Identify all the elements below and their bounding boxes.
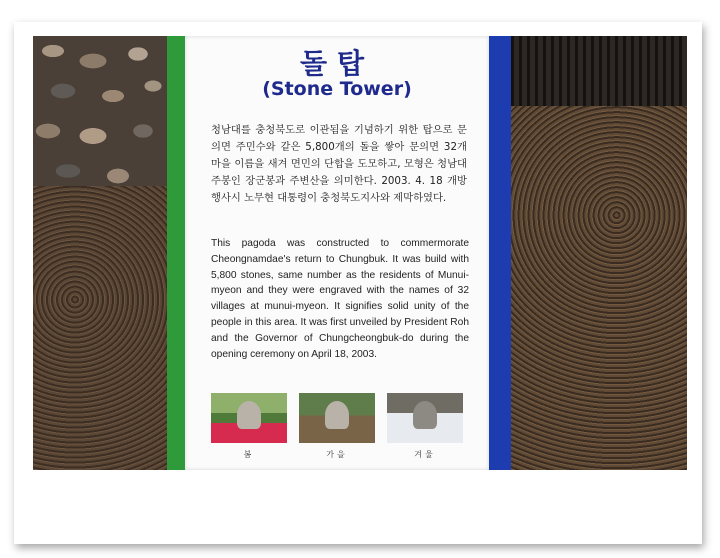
info-sign [185,36,489,470]
hedge-right [511,106,687,470]
thumbnail-winter [387,393,463,443]
thumbnail-caption: 봄 [243,450,255,459]
sign-post-right [489,36,511,470]
sign-text-korean: 청남대를 충청북도로 이관됨을 기념하기 위한 탑으로 문의면 주민수와 같은 5,800개의 돌을 쌓아 문의면 32개 마을 이름을 새겨 면민의 단합을 도모하고, 모형은 청남대 주봉인 장군봉과 주변산을 의미한다. 2003. 4. 18 개방행사시 노무현 대통령이 충청북도지사와 제막하였다. [211,124,467,204]
thumbnail-caption: 가을 [326,450,348,459]
thumbnail-caption: 겨울 [414,450,436,459]
thumbnail-spring [211,393,287,443]
hedge-left [33,186,173,470]
thumbnail-autumn [299,393,375,443]
photograph [33,36,687,470]
fence [511,36,687,108]
sign-post-left [167,36,185,470]
sign-text-english: This pagoda was constructed to commermorate Cheongnamdae's return to Chungbuk. It was build with 5,800 stones, same number as the residents of Munui-myeon and they were engraved with the names of 32 villages at munui-myeon. It signifies solid unity of the people in this area. It was first unveiled by President Roh and the Governor of Chungcheongbuk-do during the opening ceremony on April 18, 2003. [211,238,469,360]
season-thumbnails [211,393,467,463]
sign-title-korean: 돌탑 [299,47,375,80]
sign-title-english: (Stone Tower) [262,78,412,100]
